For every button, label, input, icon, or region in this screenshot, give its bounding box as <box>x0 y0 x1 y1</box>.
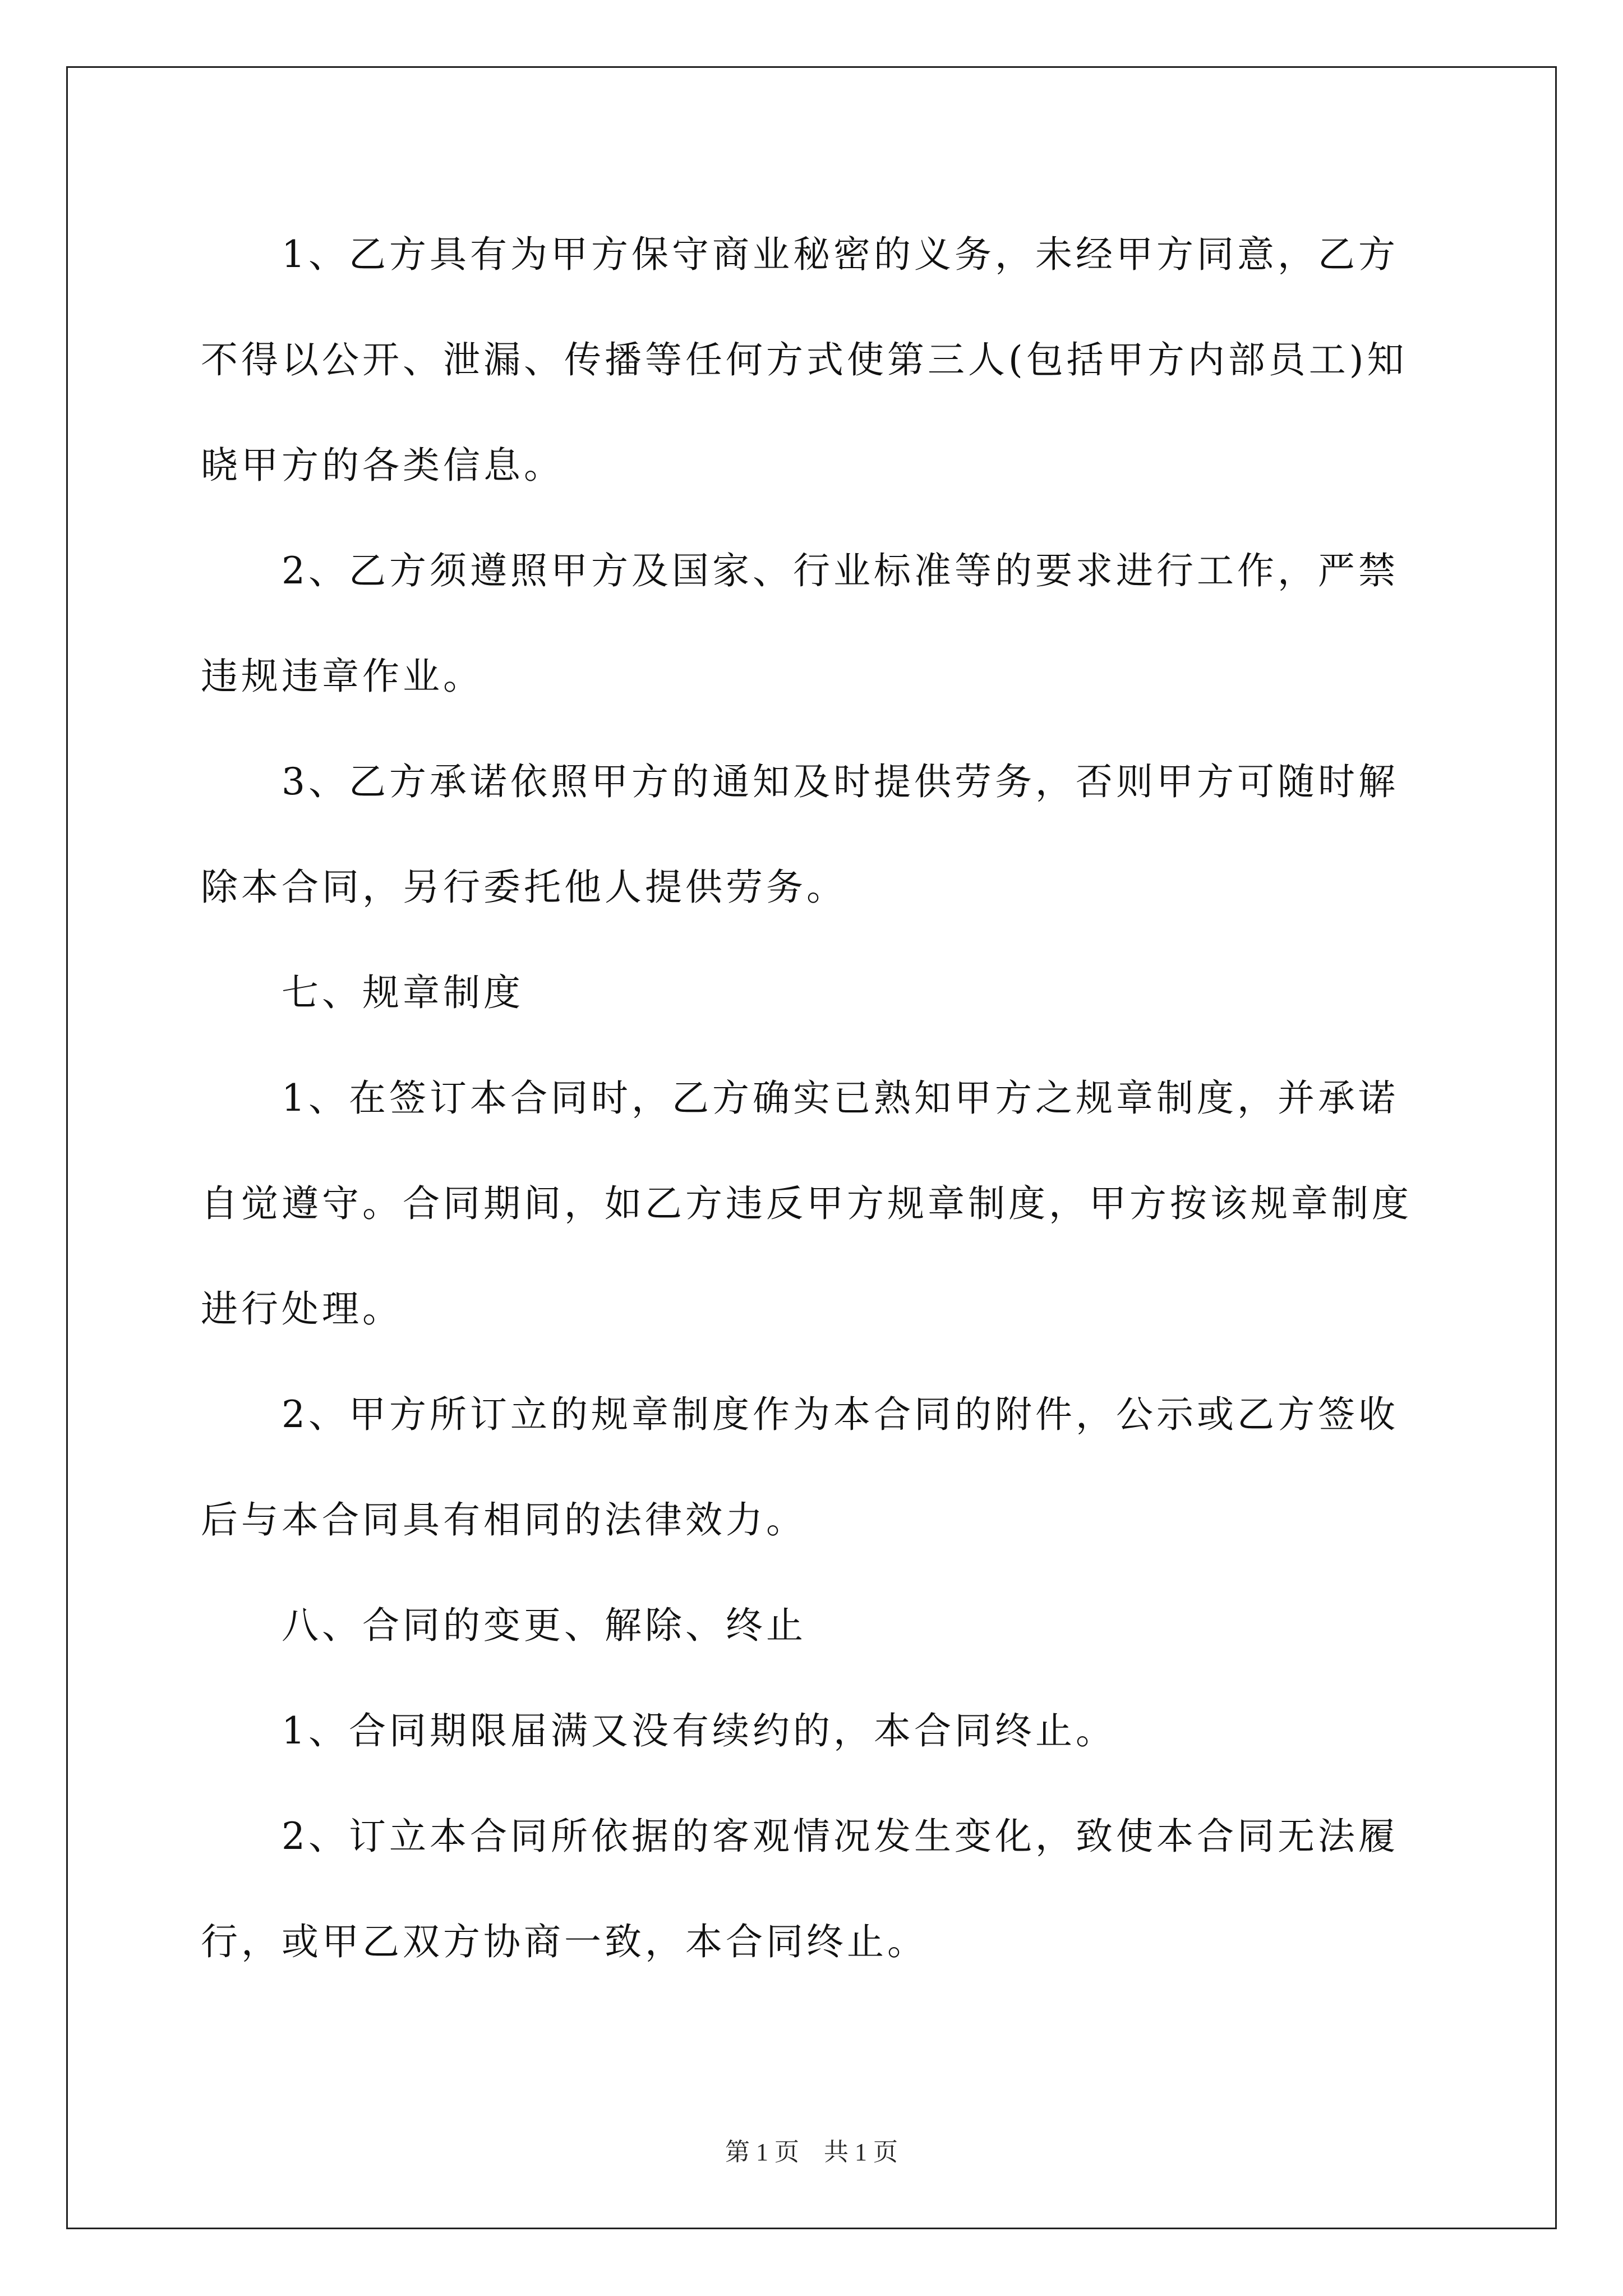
page-number: 第 1 页 共 1 页 <box>725 2138 898 2166</box>
section-heading-termination: 八、合同的变更、解除、终止 <box>282 1604 806 1647</box>
paragraph-circumstance-change: 2、订立本合同所依据的客观情况发生变化，致使本合同无法履行，或甲乙双方协商一致，本合同终止。 <box>201 1815 1399 1963</box>
paragraph-confidentiality: 1、乙方具有为甲方保守商业秘密的义务，未经甲方同意，乙方不得以公开、泄漏、传播等任何方式使第三人(包括甲方内部员工)知晓甲方的各类信息。 <box>201 233 1408 487</box>
paragraph-work-standards: 2、乙方须遵照甲方及国家、行业标准等的要求进行工作，严禁违规违章作业。 <box>201 549 1399 698</box>
paragraph-term-expiry: 1、合同期限届满又没有续约的，本合同终止。 <box>282 1709 1116 1752</box>
paragraph-rules-acknowledgement: 1、在签订本合同时，乙方确实已熟知甲方之规章制度，并承诺自觉遵守。合同期间，如乙方违反甲方规章制度，甲方按该规章制度进行处理。 <box>201 1076 1412 1331</box>
paragraph-rules-attachment: 2、甲方所订立的规章制度作为本合同的附件，公示或乙方签收后与本合同具有相同的法律效力。 <box>201 1393 1399 1542</box>
document-body <box>201 202 1423 1995</box>
section-heading-rules: 七、规章制度 <box>282 971 524 1014</box>
paragraph-labor-notice: 3、乙方承诺依照甲方的通知及时提供劳务，否则甲方可随时解除本合同，另行委托他人提供劳务。 <box>201 760 1399 909</box>
